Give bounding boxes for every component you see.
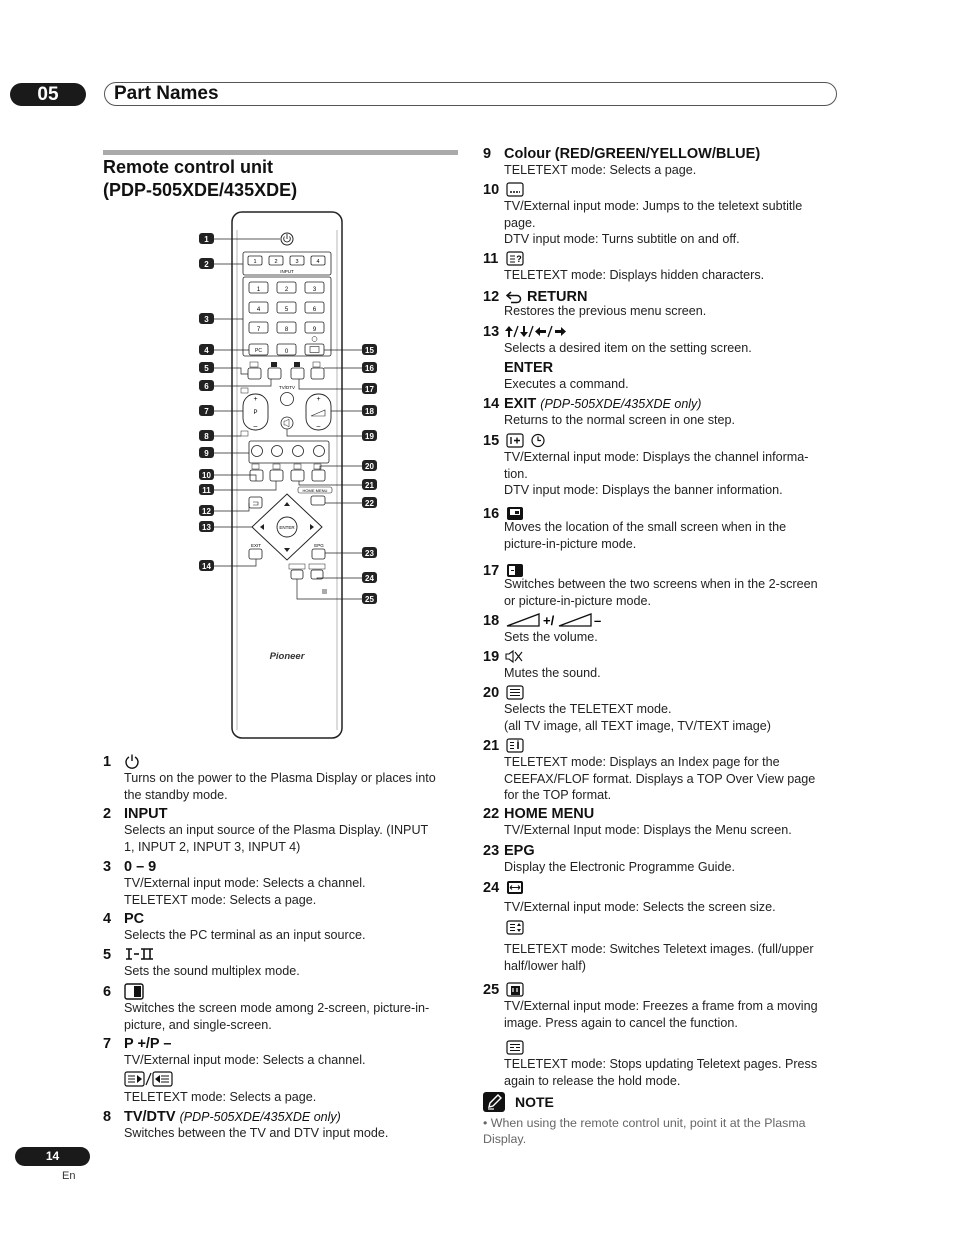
svg-text:EPG: EPG <box>314 543 324 548</box>
item-number: 12 <box>483 289 500 305</box>
item-description: TV/External input mode: Displays the channel informa- tion. DTV input mode: Displays the banner information. <box>504 450 809 497</box>
item-number: 23 <box>483 843 500 859</box>
item-label: TV/DTV (PDP-505XDE/435XDE only) <box>124 1109 341 1125</box>
svg-text:25: 25 <box>365 595 374 604</box>
svg-text:11: 11 <box>202 486 211 495</box>
return-button <box>249 497 262 508</box>
svg-text:20: 20 <box>365 462 374 471</box>
item-number: 21 <box>483 738 500 754</box>
item-number: 2 <box>103 806 112 822</box>
brand-logo: Pioneer <box>269 651 305 662</box>
svg-text:3: 3 <box>204 315 209 324</box>
item-description: Selects the PC terminal as an input source. <box>124 928 366 942</box>
item-number: 16 <box>483 506 500 522</box>
item-description: TELETEXT mode: Stops updating Teletext pages. Press again to release the hold mode. <box>504 1057 818 1088</box>
item-description: Switches between the two screens when in the 2-screen or picture-in-picture mode. <box>504 577 818 608</box>
svg-text:PC: PC <box>255 348 262 354</box>
svg-text:12: 12 <box>202 507 211 516</box>
note-text: • When using the remote control unit, point it at the Plasma Display. <box>483 1116 806 1146</box>
item-description: Returns to the normal screen in one step. <box>504 413 736 427</box>
input-btn-3: 3 <box>295 259 299 265</box>
item-description: TELETEXT mode: Switches Teletext images. (full/upper half/lower half) <box>504 942 814 973</box>
svg-text:TV/DTV: TV/DTV <box>278 385 296 390</box>
item-description: TELETEXT mode: Selects a page. <box>124 1090 317 1104</box>
item-label: EXIT (PDP-505XDE/435XDE only) <box>504 396 702 412</box>
item-number: 4 <box>103 911 112 927</box>
svg-text:–: – <box>253 423 258 430</box>
item-description: TV/External input mode: Selects the screen size. <box>504 900 776 914</box>
tv-dtv-button <box>281 393 294 406</box>
svg-text:1: 1 <box>204 235 209 244</box>
item-label: HOME MENU <box>504 806 595 822</box>
svg-text:HOME MENU: HOME MENU <box>302 488 328 493</box>
input-label: INPUT <box>280 269 294 274</box>
svg-text:16: 16 <box>365 364 374 373</box>
item-description: Selects the TELETEXT mode. (all TV image, all TEXT image, TV/TEXT image) <box>504 702 771 733</box>
item-number: 24 <box>483 880 500 896</box>
svg-text:8: 8 <box>284 327 289 333</box>
section-title <box>103 156 297 202</box>
svg-text:EXIT: EXIT <box>250 543 262 548</box>
item-description: Switches between the TV and DTV input mode. <box>124 1126 389 1140</box>
epg-button <box>312 549 325 559</box>
svg-text:7: 7 <box>204 407 209 416</box>
item-description: Selects a desired item on the setting screen. <box>504 341 752 355</box>
svg-text:5: 5 <box>284 307 289 313</box>
chapter-number: 05 <box>10 83 86 106</box>
item-description: TV/External Input mode: Displays the Menu screen. <box>504 823 792 837</box>
svg-text:10: 10 <box>202 471 211 480</box>
item-description: Sets the volume. <box>504 630 598 644</box>
power-button <box>281 233 293 245</box>
item-label: RETURN <box>527 289 588 305</box>
item-label: INPUT <box>124 806 168 822</box>
item-description: Restores the previous menu screen. <box>504 304 707 318</box>
svg-text:6: 6 <box>312 307 317 313</box>
note-title: NOTE <box>515 1094 554 1110</box>
item-number: 15 <box>483 433 500 449</box>
mute-button <box>281 417 293 429</box>
item-number: 20 <box>483 685 500 701</box>
svg-text:3: 3 <box>312 287 317 293</box>
item-description: TV/External input mode: Freezes a frame from a moving image. Press again to cancel the function. <box>504 999 818 1030</box>
item-number: 3 <box>103 859 112 875</box>
svg-text:0: 0 <box>284 349 289 355</box>
item-number: 9 <box>483 146 492 162</box>
svg-text:13: 13 <box>202 523 211 532</box>
svg-text:–: – <box>594 613 602 628</box>
note-pencil-icon <box>483 1092 505 1112</box>
item-label: PC <box>124 911 145 927</box>
item-sublabel: ENTER <box>504 360 554 376</box>
item-number: 5 <box>103 947 112 963</box>
item-description: Executes a command. <box>504 377 629 391</box>
svg-text:+/: +/ <box>543 613 555 628</box>
svg-text:–: – <box>316 423 321 430</box>
item-description: Turns on the power to the Plasma Display or places into the standby mode. <box>124 771 436 802</box>
svg-text:2: 2 <box>284 287 289 293</box>
svg-text:24: 24 <box>365 574 374 583</box>
svg-text:+: + <box>316 396 321 403</box>
item-number: 18 <box>483 613 500 629</box>
svg-text:15: 15 <box>365 346 374 355</box>
item-number: 7 <box>103 1036 112 1052</box>
input-btn-4: 4 <box>316 259 320 265</box>
svg-text:21: 21 <box>365 481 374 490</box>
svg-text:4: 4 <box>256 307 261 313</box>
item-description: Sets the sound multiplex mode. <box>124 964 300 978</box>
svg-text:19: 19 <box>365 432 374 441</box>
item-description: Selects an input source of the Plasma Display. (INPUT 1, INPUT 2, INPUT 3, INPUT 4) <box>124 823 429 854</box>
item-number: 8 <box>103 1109 112 1125</box>
svg-text:5: 5 <box>204 364 209 373</box>
section-title-line1: Remote control unit <box>103 157 273 177</box>
svg-text:8: 8 <box>204 432 209 441</box>
item-label: P +/P – <box>124 1036 172 1052</box>
item-description: TV/External input mode: Jumps to the teletext subtitle page. DTV input mode: Turns subtitle on and off. <box>504 199 803 246</box>
item-number: 13 <box>483 324 500 340</box>
svg-text:ENTER: ENTER <box>279 525 295 530</box>
section-title-line2: (PDP-505XDE/435XDE) <box>103 180 298 200</box>
svg-text:1: 1 <box>256 287 261 293</box>
item-number: 11 <box>483 251 499 267</box>
svg-text:14: 14 <box>202 562 211 571</box>
home-menu-button <box>311 496 325 505</box>
item-number: 22 <box>483 806 500 822</box>
svg-text:+: + <box>253 396 258 403</box>
screen-size-icon <box>506 880 524 900</box>
item-number: 10 <box>483 182 500 198</box>
language-code: En <box>62 1170 76 1182</box>
item-label: 0 – 9 <box>124 859 157 875</box>
item-label: Colour (RED/GREEN/YELLOW/BLUE) <box>504 146 761 162</box>
section-rule <box>103 150 458 155</box>
item-number: 14 <box>483 396 500 412</box>
item-number: 6 <box>103 984 112 1000</box>
svg-text:22: 22 <box>365 499 374 508</box>
item-description: Switches the screen mode among 2-screen, picture-in- picture, and single-screen. <box>124 1001 430 1032</box>
svg-text:23: 23 <box>365 549 374 558</box>
svg-text:9: 9 <box>312 327 317 333</box>
svg-text:18: 18 <box>365 407 374 416</box>
svg-text:P: P <box>253 410 258 416</box>
page-number: 14 <box>15 1147 90 1166</box>
chapter-title: Part Names <box>114 83 219 104</box>
svg-text:7: 7 <box>256 327 261 333</box>
item-number: 1 <box>103 754 112 770</box>
svg-text:9: 9 <box>204 449 209 458</box>
svg-text:?: ? <box>516 254 522 264</box>
item-description: TELETEXT mode: Displays hidden characters. <box>504 268 765 282</box>
item-description: Mutes the sound. <box>504 666 601 680</box>
item-label: EPG <box>504 843 535 859</box>
item-number: 19 <box>483 649 500 665</box>
item-number: 25 <box>483 982 500 998</box>
exit-button <box>249 549 262 559</box>
item-description: Moves the location of the small screen when in the picture-in-picture mode. <box>504 520 787 551</box>
item-description: TV/External input mode: Selects a channel. TELETEXT mode: Selects a page. <box>124 876 366 907</box>
item-description: TELETEXT mode: Displays an Index page for the CEEFAX/FLOF format. Displays a TOP Over View page for the TOP format. <box>504 755 816 802</box>
input-btn-2: 2 <box>274 259 278 265</box>
svg-text:4: 4 <box>204 346 209 355</box>
svg-text:6: 6 <box>204 382 209 391</box>
item-description: TV/External input mode: Selects a channel. <box>124 1053 366 1067</box>
teletext-size-icon <box>506 920 524 940</box>
input-btn-1: 1 <box>253 259 257 265</box>
item-number: 17 <box>483 563 500 579</box>
svg-text:17: 17 <box>365 385 374 394</box>
item-description: TELETEXT mode: Selects a page. <box>504 163 697 177</box>
item-description: Display the Electronic Programme Guide. <box>504 860 735 874</box>
svg-text:2: 2 <box>204 260 209 269</box>
callouts-right <box>362 344 377 604</box>
remote-control-illustration <box>195 208 385 743</box>
callouts-left <box>199 233 214 571</box>
info-button <box>305 344 324 355</box>
